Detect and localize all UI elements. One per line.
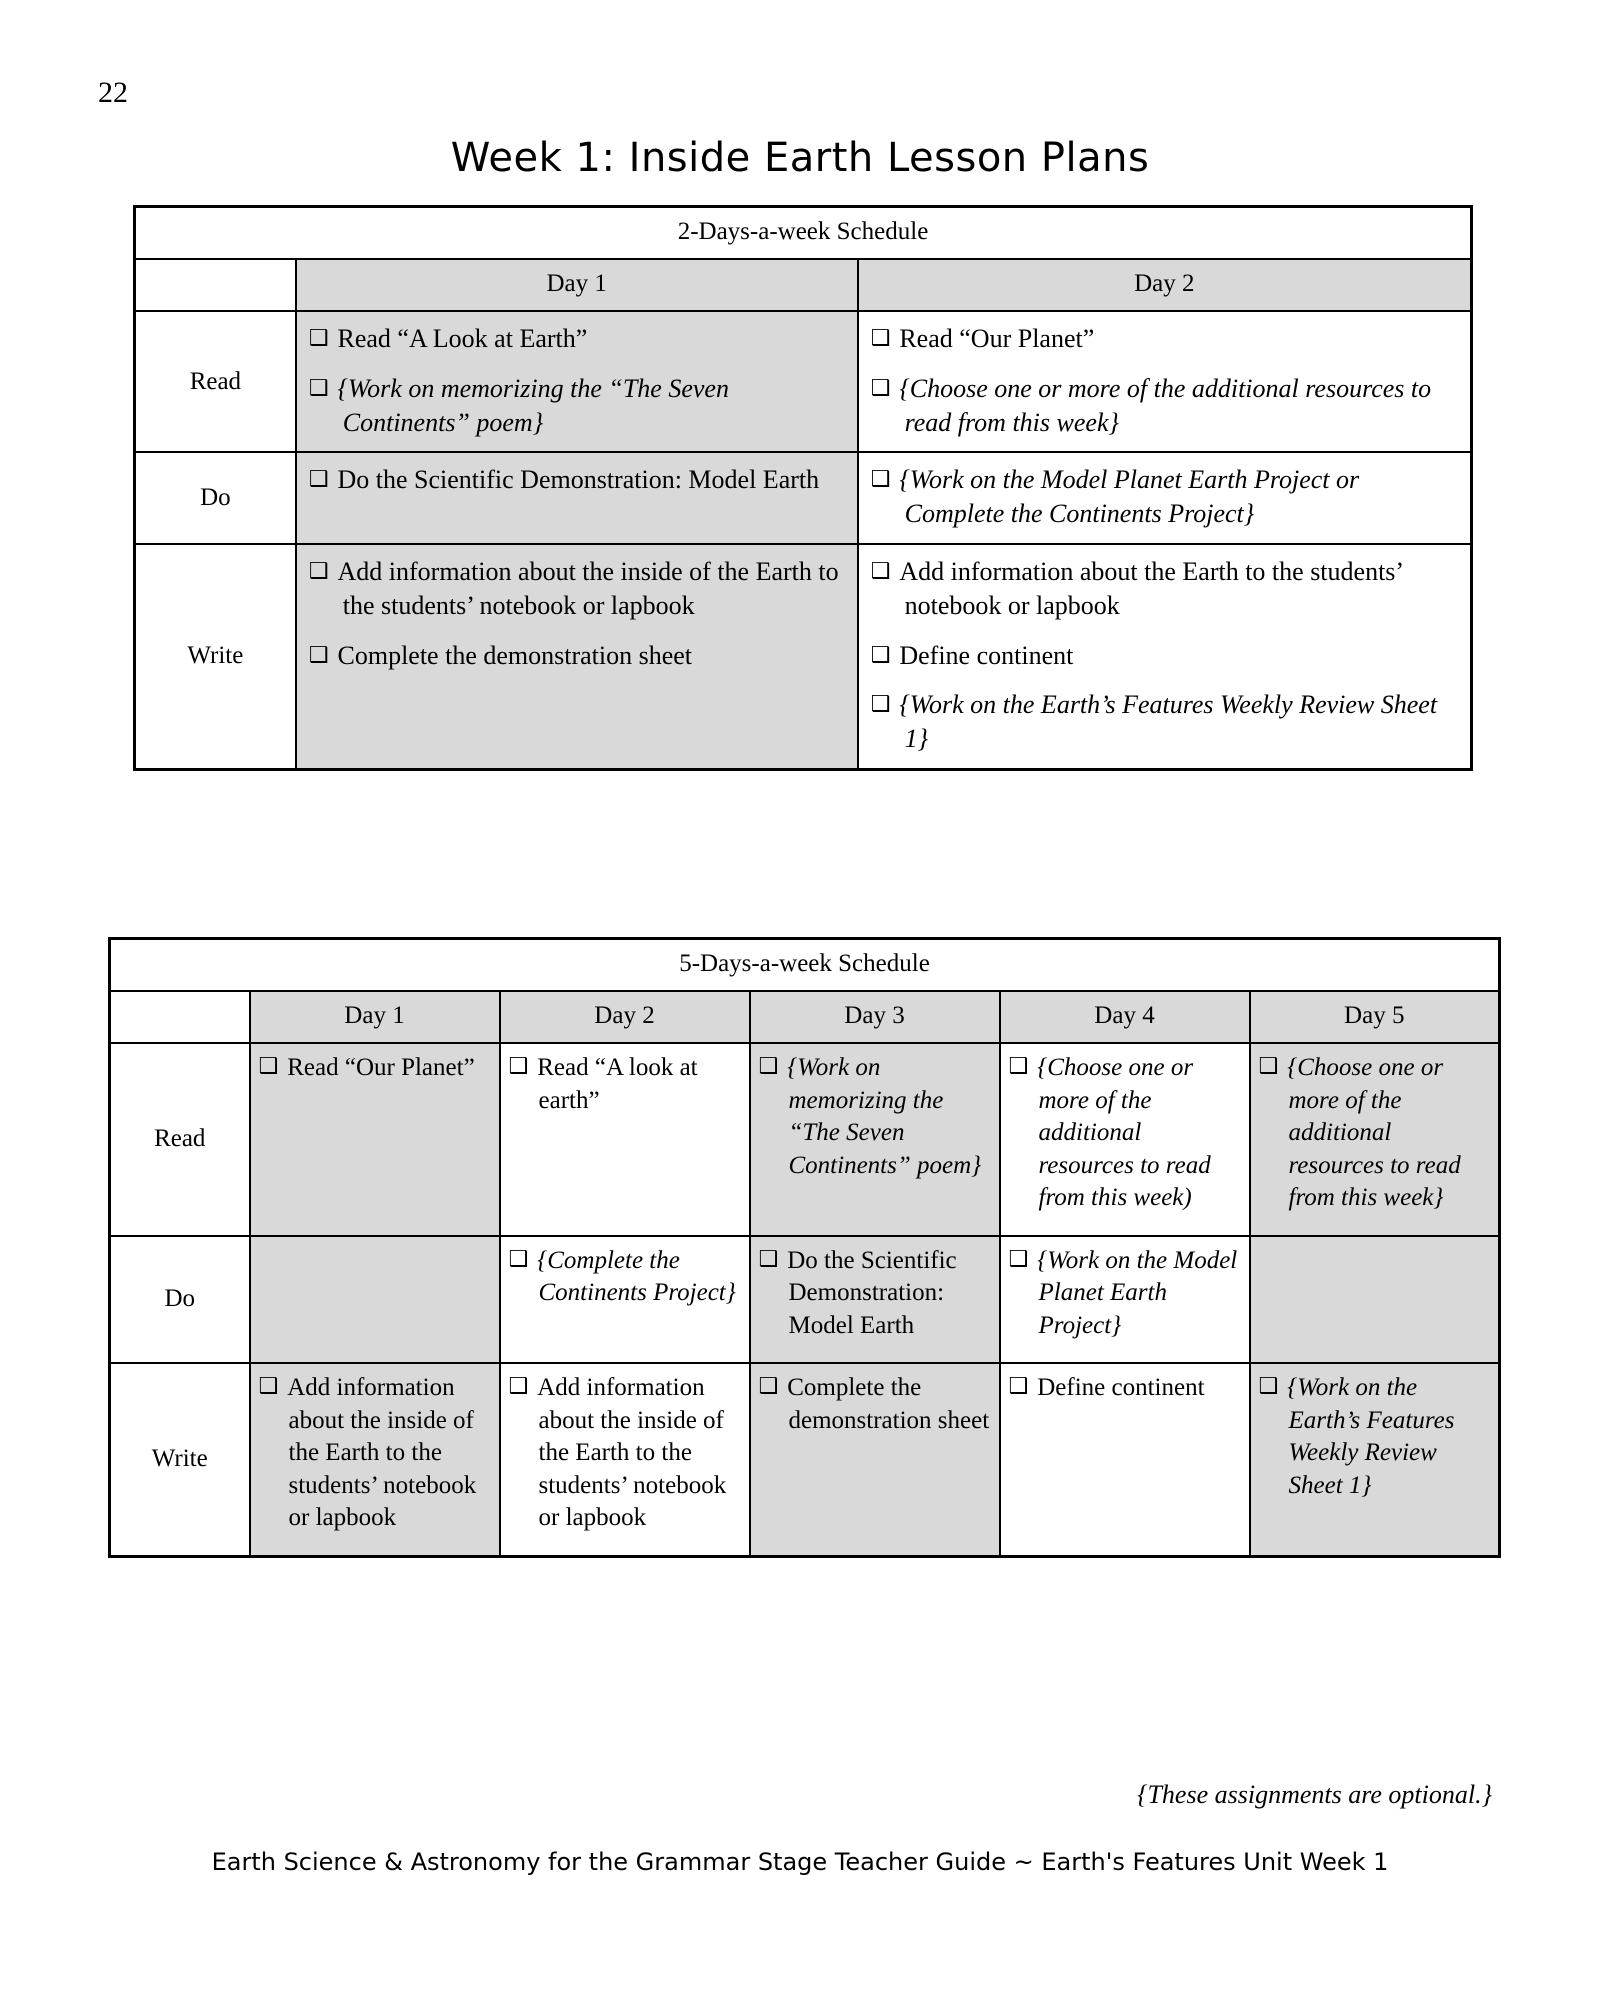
corner-cell (135, 259, 296, 311)
checklist-item (309, 372, 845, 440)
checklist-item-label: {Work on memorizing the “The Seven Continents” poem} (787, 1054, 982, 1179)
two-day-banner: 2-Days-a-week Schedule (135, 207, 1472, 260)
optional-assignments-note: {These assignments are optional.} (1137, 1780, 1492, 1809)
cell-read-day4 (1000, 1043, 1250, 1236)
checklist-item (871, 688, 1458, 756)
checklist-item (1009, 1372, 1241, 1405)
checklist-item (309, 555, 845, 623)
checkbox-icon[interactable]: ❑ (508, 1246, 529, 1272)
checklist-item-label: Read “A look at earth” (537, 1054, 698, 1114)
checklist-item (259, 1052, 491, 1085)
cell-write-day1 (250, 1363, 500, 1556)
checklist-item-label: {Choose one or more of the additional resources to read from this week} (899, 373, 1432, 437)
checklist-item (871, 555, 1458, 623)
row-label-read: Read (110, 1043, 250, 1236)
checklist-item (259, 1372, 491, 1535)
checklist-item-label: Add information about the inside of the Earth to the students’ notebook or lapbook (287, 1374, 477, 1531)
column-header-day-4: Day 4 (1000, 991, 1250, 1043)
checklist-item (509, 1052, 741, 1117)
checklist-item (871, 463, 1458, 531)
checkbox-icon[interactable]: ❑ (758, 1246, 779, 1272)
checklist-item (1009, 1052, 1241, 1215)
cell-read-day5 (1250, 1043, 1500, 1236)
checkbox-icon[interactable]: ❑ (508, 1374, 529, 1399)
checkbox-icon[interactable]: ❑ (308, 375, 329, 401)
cell-read-day1 (250, 1043, 500, 1236)
cell-do-day4 (1000, 1236, 1250, 1364)
table-row (135, 311, 1472, 452)
checkbox-icon[interactable]: ❑ (870, 375, 891, 401)
checklist-item (759, 1245, 991, 1343)
five-day-banner: 5-Days-a-week Schedule (110, 939, 1500, 992)
checkbox-icon[interactable]: ❑ (308, 326, 329, 351)
checklist-item-label: {Complete the Continents Project} (537, 1246, 736, 1306)
table-row-header (135, 259, 1472, 311)
checklist-item (871, 372, 1458, 440)
table-row (110, 1363, 1500, 1556)
checklist-item-label: Read “Our Planet” (287, 1054, 475, 1081)
cell-do-day2 (500, 1236, 750, 1364)
checklist-item (509, 1245, 741, 1310)
checklist-item-label: Define continent (899, 640, 1074, 670)
row-label-read: Read (135, 311, 296, 452)
checkbox-icon[interactable]: ❑ (870, 467, 891, 493)
checkbox-icon[interactable]: ❑ (308, 467, 329, 493)
checklist-item (871, 322, 1458, 356)
cell-do-day1 (296, 452, 858, 544)
page-number: 22 (98, 76, 128, 109)
cell-read-day2 (500, 1043, 750, 1236)
checklist-item-label: {Work on the Model Planet Earth Project} (1037, 1246, 1238, 1339)
table-row (110, 1043, 1500, 1236)
two-day-schedule-table (133, 205, 1473, 771)
cell-read-day2 (858, 311, 1472, 452)
cell-write-day5 (1250, 1363, 1500, 1556)
table-row-banner (110, 939, 1500, 992)
five-day-schedule-table (108, 937, 1501, 1558)
checklist-item-label: {Work on memorizing the “The Seven Continents” poem} (337, 373, 729, 437)
row-label-write: Write (110, 1363, 250, 1556)
cell-write-day4 (1000, 1363, 1250, 1556)
checklist-item-label: {Work on the Earth’s Features Weekly Review Sheet 1} (899, 690, 1438, 754)
cell-write-day1 (296, 544, 858, 769)
checkbox-icon[interactable]: ❑ (1008, 1054, 1029, 1079)
checklist-item (1259, 1052, 1491, 1215)
row-label-do: Do (110, 1236, 250, 1364)
checkbox-icon[interactable]: ❑ (1258, 1374, 1279, 1399)
checkbox-icon[interactable]: ❑ (258, 1374, 279, 1399)
row-label-do: Do (135, 452, 296, 544)
cell-read-day1 (296, 311, 858, 452)
table-row-banner (135, 207, 1472, 260)
row-label-write: Write (135, 544, 296, 769)
table-row (110, 1236, 1500, 1364)
page-footer: Earth Science & Astronomy for the Grammar Stage Teacher Guide ~ Earth's Features Unit Week 1 (211, 1848, 1389, 1876)
column-header-day-2: Day 2 (500, 991, 750, 1043)
column-header-day-1: Day 1 (296, 259, 858, 311)
cell-read-day3 (750, 1043, 1000, 1236)
column-header-day-2: Day 2 (858, 259, 1472, 311)
checklist-item-label: {Choose one or more of the additional resources to read from this week) (1037, 1054, 1211, 1211)
cell-do-day5 (1250, 1236, 1500, 1364)
corner-cell (110, 991, 250, 1043)
checklist-item-label: Read “Our Planet” (899, 324, 1095, 353)
checklist-item (759, 1052, 991, 1182)
checkbox-icon[interactable]: ❑ (758, 1054, 779, 1079)
checklist-item-label: Add information about the Earth to the students’ notebook or lapbook (899, 556, 1403, 620)
checklist-item (1259, 1372, 1491, 1502)
checkbox-icon[interactable]: ❑ (870, 642, 891, 668)
checklist-item-label: Define continent (1037, 1374, 1205, 1401)
checkbox-icon[interactable]: ❑ (1008, 1374, 1029, 1399)
checklist-item (309, 639, 845, 673)
checklist-item-label: Complete the demonstration sheet (337, 640, 693, 670)
column-header-day-1: Day 1 (250, 991, 500, 1043)
cell-write-day2 (858, 544, 1472, 769)
checklist-item (309, 322, 845, 356)
checkbox-icon[interactable]: ❑ (758, 1374, 779, 1399)
checkbox-icon[interactable]: ❑ (508, 1054, 529, 1079)
checklist-item-label: Do the Scientific Demonstration: Model Earth (787, 1246, 957, 1339)
checklist-item-label: Add information about the inside of the Earth to the students’ notebook or lapbook (337, 556, 839, 620)
checklist-item (759, 1372, 991, 1437)
checkbox-icon[interactable]: ❑ (870, 692, 891, 718)
table-row-header (110, 991, 1500, 1043)
checklist-item-label: Read “A Look at Earth” (337, 324, 588, 353)
column-header-day-5: Day 5 (1250, 991, 1500, 1043)
checkbox-icon[interactable]: ❑ (258, 1054, 279, 1079)
checkbox-icon[interactable]: ❑ (1258, 1054, 1279, 1079)
cell-write-day2 (500, 1363, 750, 1556)
cell-do-day3 (750, 1236, 1000, 1364)
checkbox-icon[interactable]: ❑ (870, 326, 891, 351)
cell-do-day2 (858, 452, 1472, 544)
cell-do-day1 (250, 1236, 500, 1364)
table-row (135, 544, 1472, 769)
page-title: Week 1: Inside Earth Lesson Plans (450, 135, 1150, 181)
checklist-item (1009, 1245, 1241, 1343)
checklist-item (509, 1372, 741, 1535)
checklist-item (871, 639, 1458, 673)
column-header-day-3: Day 3 (750, 991, 1000, 1043)
checklist-item-label: Add information about the inside of the Earth to the students’ notebook or lapbook (537, 1374, 727, 1531)
checklist-item-label: {Work on the Earth’s Features Weekly Review Sheet 1} (1287, 1374, 1455, 1499)
checklist-item-label: Complete the demonstration sheet (787, 1374, 990, 1434)
checklist-item-label: {Choose one or more of the additional resources to read from this week} (1287, 1054, 1461, 1211)
checklist-item-label: Do the Scientific Demonstration: Model Earth (337, 465, 820, 495)
table-row (135, 452, 1472, 544)
checkbox-icon[interactable]: ❑ (308, 558, 329, 584)
checkbox-icon[interactable]: ❑ (1008, 1246, 1029, 1272)
checklist-item (309, 463, 845, 497)
checkbox-icon[interactable]: ❑ (870, 558, 891, 584)
checklist-item-label: {Work on the Model Planet Earth Project or Complete the Continents Project} (899, 465, 1360, 529)
checkbox-icon[interactable]: ❑ (308, 642, 329, 668)
cell-write-day3 (750, 1363, 1000, 1556)
